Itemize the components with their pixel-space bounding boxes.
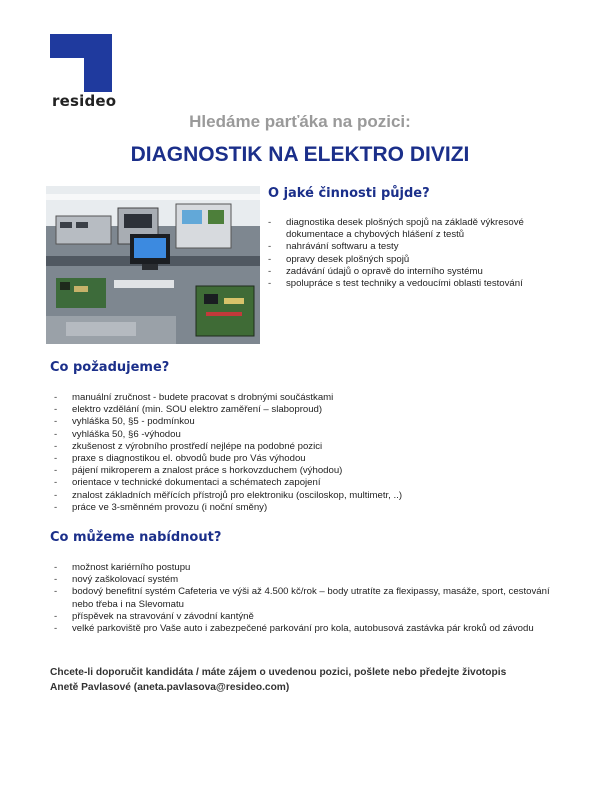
logo-wordmark: resideo bbox=[52, 92, 117, 110]
list-item: - manuální zručnost - budete pracovat s drobnými součástkami bbox=[50, 392, 570, 404]
offer-section bbox=[50, 530, 570, 635]
list-item: - orientace v technické dokumentaci a schématech zapojení bbox=[50, 477, 570, 489]
resideo-logo-mark bbox=[50, 34, 112, 92]
list-item: - diagnostika desek plošných spojů na základě výkresové dokumentace a chybových hlášení z testů bbox=[268, 217, 568, 241]
workstation-photo bbox=[46, 186, 260, 344]
activities-section bbox=[268, 186, 568, 290]
offer-heading: Co můžeme nabídnout? bbox=[50, 530, 222, 545]
list-item: - praxe s diagnostikou el. obvodů bude pro Vás výhodou bbox=[50, 453, 570, 465]
contact-email-line: Anetě Pavlasové (aneta.pavlasova@resideo.com) bbox=[50, 682, 290, 693]
page-title: DIAGNOSTIK NA ELEKTRO DIVIZI bbox=[130, 143, 470, 166]
list-item: - zadávání údajů o opravě do interního systému bbox=[268, 266, 568, 278]
list-item: - vyhláška 50, §5 - podmínkou bbox=[50, 416, 570, 428]
activities-list bbox=[268, 217, 568, 290]
page-subtitle: Hledáme parťáka na pozici: bbox=[189, 112, 411, 131]
requirements-list bbox=[50, 392, 570, 514]
list-item: - vyhláška 50, §6 -výhodou bbox=[50, 429, 570, 441]
list-item: - elektro vzdělání (min. SOU elektro zaměření – slaboproud) bbox=[50, 404, 570, 416]
contact-info bbox=[50, 665, 570, 695]
list-item: - příspěvek na stravování v závodní kantýně bbox=[50, 611, 570, 623]
list-item: - pájení mikroperem a znalost práce s horkovzduchem (výhodou) bbox=[50, 465, 570, 477]
list-item: - znalost základních měřících přístrojů pro elektroniku (osciloskop, multimetr, ..) bbox=[50, 490, 570, 502]
list-item: - práce ve 3-směnném provozu (i noční směny) bbox=[50, 502, 570, 514]
list-item: - spolupráce s test techniky a vedoucími oblasti testování bbox=[268, 278, 568, 290]
list-item: - opravy desek plošných spojů bbox=[268, 254, 568, 266]
list-item: - nahrávání softwaru a testy bbox=[268, 241, 568, 253]
list-item: - velké parkoviště pro Vaše auto i zabezpečené parkování pro kola, autobusová zastávka pár kroků od závodu bbox=[50, 623, 570, 635]
list-item: - možnost kariérního postupu bbox=[50, 562, 570, 574]
list-item: - zkušenost z výrobního prostředí nejlépe na podobné pozici bbox=[50, 441, 570, 453]
resideo-logo bbox=[50, 34, 112, 92]
requirements-section bbox=[50, 360, 570, 514]
list-item: - nový zaškolovací systém bbox=[50, 574, 570, 586]
activities-heading: O jaké činnosti půjde? bbox=[268, 186, 430, 201]
contact-line: Chcete-li doporučit kandidáta / máte zájem o uvedenou pozici, pošlete nebo předejte životopis bbox=[50, 667, 507, 678]
requirements-heading: Co požadujeme? bbox=[50, 360, 170, 375]
list-item: - bodový benefitní systém Cafeteria ve výši až 4.500 kč/rok – body utratíte za flexipassy, masáže, sport, cestování nebo třeba i na Slevomatu bbox=[50, 586, 570, 610]
offer-list bbox=[50, 562, 570, 635]
